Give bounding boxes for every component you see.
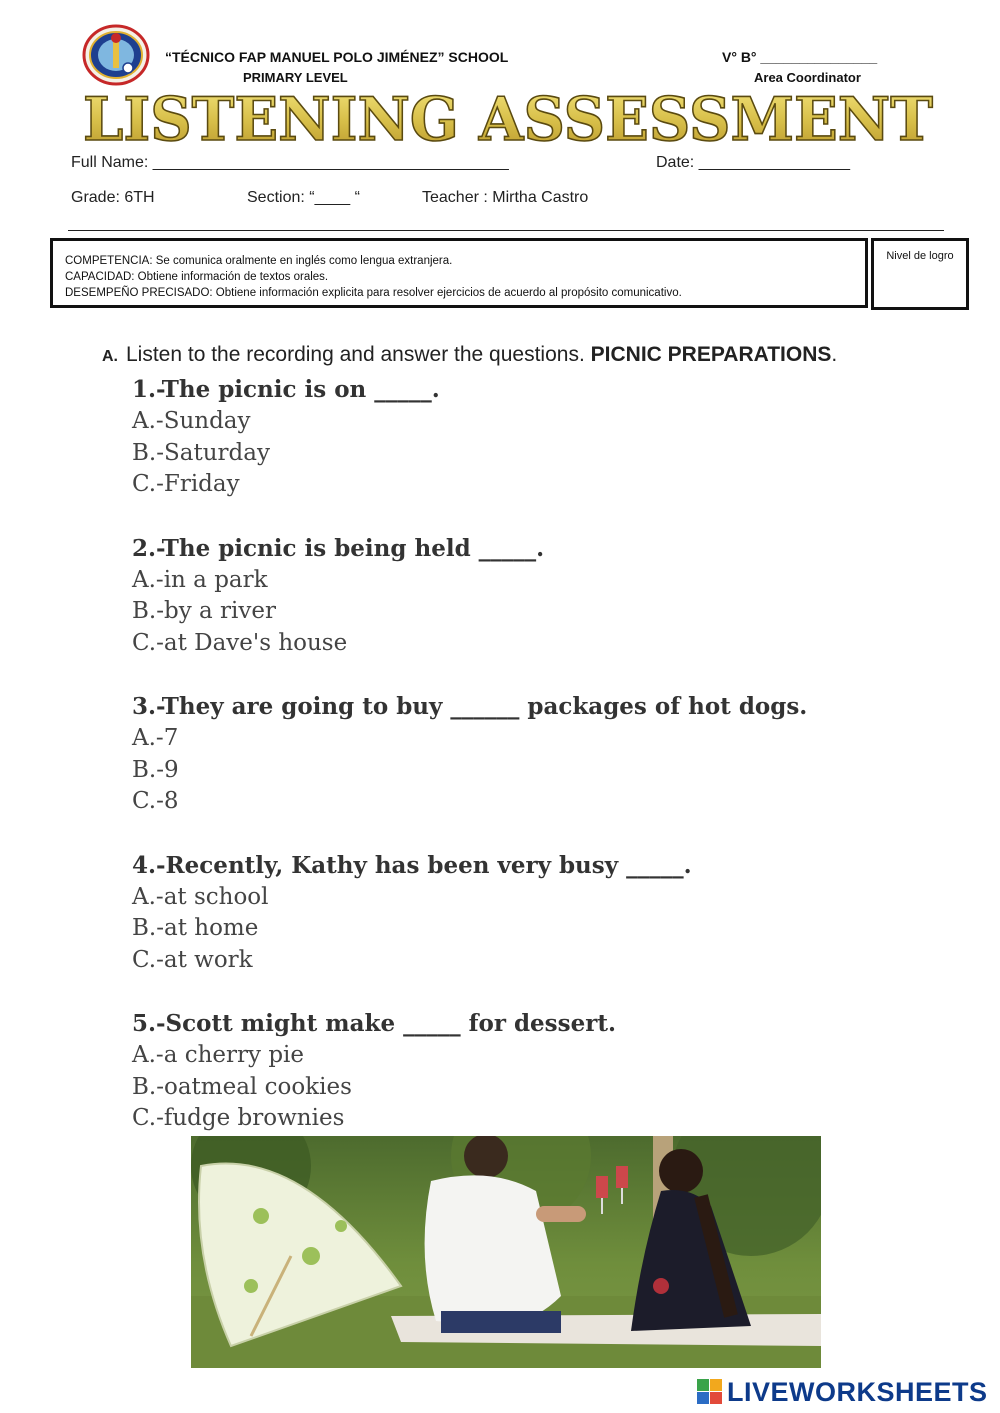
school-name: “TÉCNICO FAP MANUEL POLO JIMÉNEZ” SCHOOL bbox=[165, 49, 509, 65]
question-text: 1.-The picnic is on _____. bbox=[132, 376, 440, 403]
capacidad-text: CAPACIDAD: Obtiene información de textos orales. bbox=[65, 271, 329, 283]
option-c[interactable]: C.-8 bbox=[132, 788, 179, 814]
instruction-period: . bbox=[831, 343, 838, 366]
option-b[interactable]: B.-9 bbox=[132, 756, 179, 783]
desempeno-text: DESEMPEÑO PRECISADO: Obtiene información explicita para resolver ejercicios de acuerdo al propósito comunicativo. bbox=[65, 287, 682, 299]
topic-text: PICNIC PREPARATIONS bbox=[590, 343, 832, 366]
nivel-de-logro-label: Nivel de logro bbox=[886, 250, 954, 262]
vb-signature-line: V° B° _______________ bbox=[722, 49, 878, 65]
date-field[interactable]: Date: _________________ bbox=[656, 154, 850, 171]
liveworksheets-icon bbox=[697, 1377, 723, 1407]
option-a[interactable]: A.-in a park bbox=[132, 566, 268, 593]
question-text: 3.-They are going to buy ______ packages of hot dogs. bbox=[132, 693, 808, 720]
option-a[interactable]: A.-at school bbox=[132, 883, 269, 910]
option-b[interactable]: B.-at home bbox=[132, 915, 259, 941]
question-1 bbox=[132, 374, 932, 501]
instruction-text: Listen to the recording and answer the questions. bbox=[126, 343, 585, 366]
option-b[interactable]: B.-by a river bbox=[132, 598, 276, 624]
liveworksheets-text: LIVEWORKSHEETS bbox=[727, 1377, 988, 1407]
option-b[interactable]: B.-Saturday bbox=[132, 439, 270, 466]
section-a-instruction bbox=[102, 343, 837, 367]
divider-line bbox=[68, 230, 944, 231]
option-c[interactable]: C.-Friday bbox=[132, 471, 240, 497]
nivel-de-logro-box bbox=[871, 238, 969, 310]
section-a-label: A. bbox=[102, 348, 118, 365]
option-a[interactable]: A.-Sunday bbox=[132, 408, 251, 434]
teacher-label: Teacher : Mirtha Castro bbox=[422, 189, 589, 206]
option-a[interactable]: A.-a cherry pie bbox=[132, 1042, 305, 1068]
full-name-field[interactable]: Full Name: ________________________________________ bbox=[71, 154, 509, 171]
question-2 bbox=[132, 533, 932, 660]
picnic-photo bbox=[191, 1136, 821, 1368]
section-field[interactable]: Section: “____ “ bbox=[247, 189, 360, 206]
question-5 bbox=[132, 1008, 932, 1135]
option-c[interactable]: C.-at work bbox=[132, 946, 253, 973]
area-coordinator-label: Area Coordinator bbox=[754, 70, 861, 85]
option-a[interactable]: A.-7 bbox=[132, 725, 179, 751]
grade-label: Grade: 6TH bbox=[71, 189, 155, 206]
competencia-text: COMPETENCIA: Se comunica oralmente en inglés como lengua extranjera. bbox=[65, 255, 453, 267]
option-c[interactable]: C.-fudge brownies bbox=[132, 1105, 345, 1131]
question-text: 2.-The picnic is being held _____. bbox=[132, 534, 545, 562]
page-title bbox=[78, 86, 938, 152]
competencia-box bbox=[50, 238, 868, 308]
option-c[interactable]: C.-at Dave's house bbox=[132, 629, 348, 656]
primary-level: PRIMARY LEVEL bbox=[243, 70, 348, 85]
question-4 bbox=[132, 850, 932, 977]
question-text: 5.-Scott might make _____ for dessert. bbox=[132, 1010, 616, 1037]
page-title-text: LISTENING ASSESSMENT bbox=[83, 86, 934, 152]
option-b[interactable]: B.-oatmeal cookies bbox=[132, 1073, 352, 1100]
question-text: 4.-Recently, Kathy has been very busy _____. bbox=[132, 851, 692, 879]
school-crest-icon bbox=[82, 24, 150, 86]
question-3 bbox=[132, 691, 932, 818]
questions-list bbox=[132, 374, 932, 1167]
